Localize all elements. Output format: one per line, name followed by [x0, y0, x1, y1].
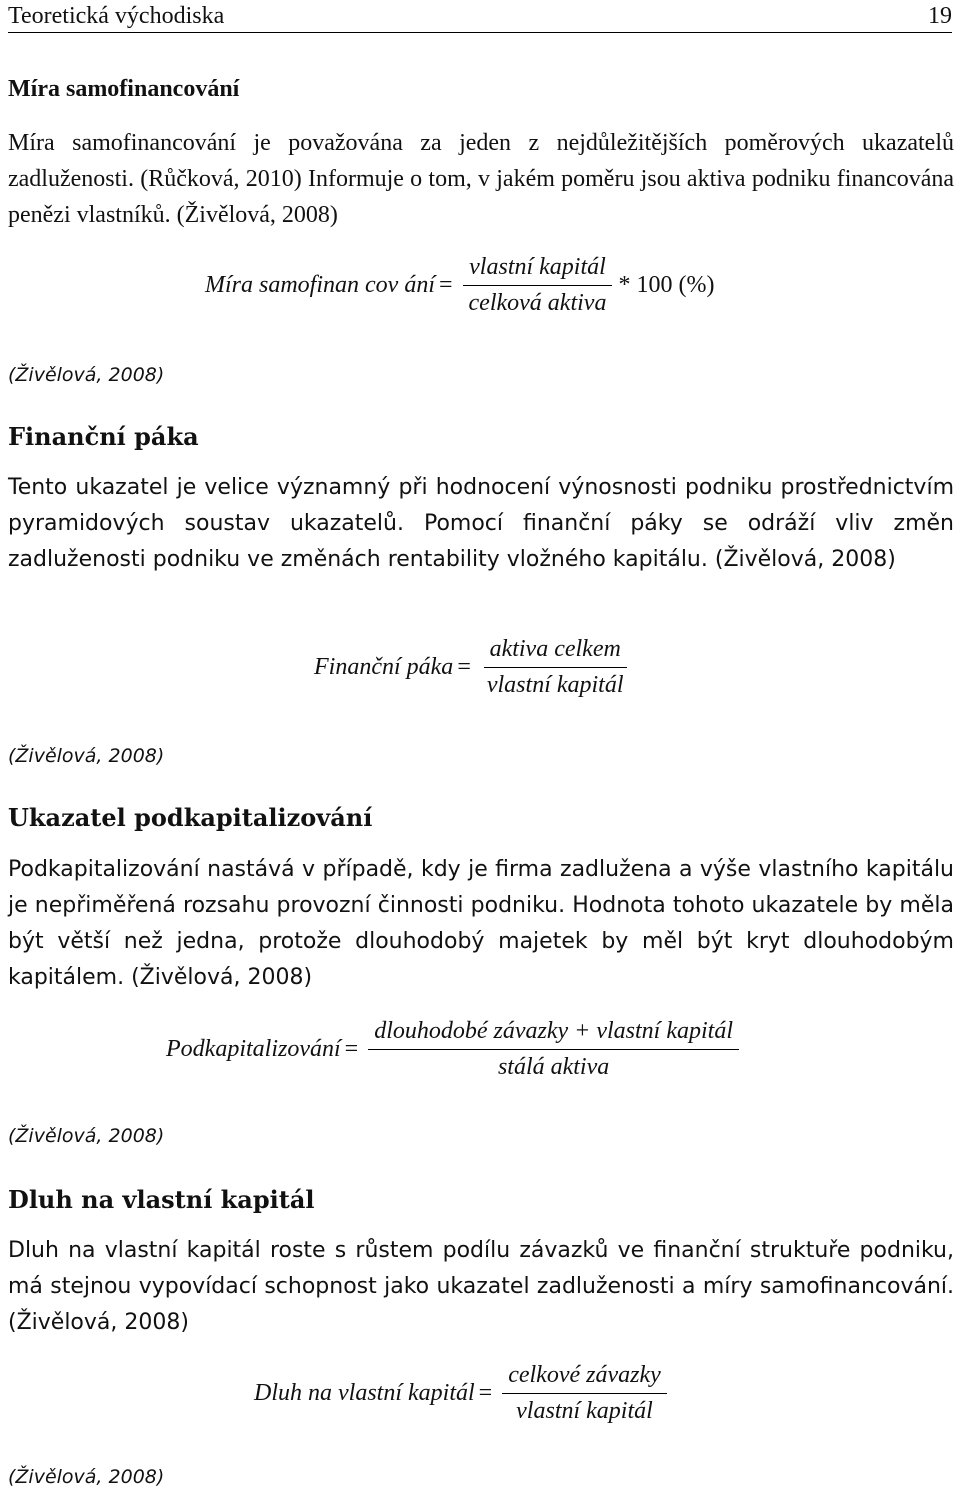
formula-equals: =	[478, 1380, 493, 1406]
formula-fraction	[481, 636, 630, 699]
section-heading-financni-paka: Finanční páka	[8, 422, 199, 451]
citation: (Živělová, 2008)	[8, 364, 165, 386]
formula-fraction	[368, 1018, 739, 1081]
page-number: 19	[928, 3, 952, 29]
header-title: Teoretická východiska	[8, 3, 225, 29]
formula-fraction	[463, 254, 613, 317]
formula-numerator: celkové závazky	[502, 1362, 667, 1394]
formula-numerator: aktiva celkem	[484, 636, 627, 668]
formula-numerator: vlastní kapitál	[463, 254, 612, 286]
formula-numerator: dlouhodobé závazky + vlastní kapitál	[368, 1018, 739, 1050]
formula-denominator: celková aktiva	[468, 290, 607, 316]
citation: (Živělová, 2008)	[8, 1125, 165, 1147]
section-paragraph-mira-samofinancovani: Míra samofinancování je považována za jeden z nejdůležitějších poměrových ukazatelů zadluženosti. (Růčková, 2010) Informuje o tom, v jakém poměru jsou aktiva podniku financována penězi vlastníků. (Živělová, 2008)	[8, 130, 954, 228]
formula-fraction	[502, 1362, 667, 1425]
formula-podkapitalizovani	[166, 1018, 745, 1081]
formula-financni-paka	[314, 636, 636, 699]
formula-denominator: stálá aktiva	[497, 1054, 610, 1080]
citation: (Živělová, 2008)	[8, 745, 165, 767]
section-paragraph-ukazatel-podkapitalizovani: Podkapitalizování nastává v případě, kdy je firma zadlužena a výše vlastního kapitálu je nepřiměřená rozsahu provozní činnosti podniku. Hodnota tohoto ukazatele by měla být větší než jedna, protože dlouhodobý majetek by měl být kryt dlouhodobým kapitálem. (Živělová, 2008)	[8, 857, 954, 990]
formula-denominator: vlastní kapitál	[516, 1398, 653, 1424]
section-heading-ukazatel-podkapitalizovani: Ukazatel podkapitalizování	[8, 803, 373, 832]
formula-mira-samofinancovani	[205, 254, 714, 317]
formula-lhs: Podkapitalizování	[166, 1036, 341, 1062]
citation: (Živělová, 2008)	[8, 1466, 165, 1488]
formula-denominator: vlastní kapitál	[486, 672, 624, 698]
formula-equals: =	[344, 1036, 359, 1062]
formula-lhs: Míra samofinan cov ání	[205, 272, 435, 298]
formula-equals: =	[457, 654, 471, 680]
formula-lhs: Finanční páka	[314, 654, 454, 680]
formula-dluh-na-vlastni-kapital	[254, 1362, 673, 1425]
section-paragraph-financni-paka: Tento ukazatel je velice významný při hodnocení výnosnosti podniku prostřednictvím pyramidových soustav ukazatelů. Pomocí finanční páky se odráží vliv změn zadluženosti podniku ve změnách rentability vložného kapitálu. (Živělová, 2008)	[8, 475, 954, 572]
formula-lhs: Dluh na vlastní kapitál	[254, 1380, 475, 1406]
section-paragraph-dluh-na-vlastni-kapital: Dluh na vlastní kapitál roste s růstem podílu závazků ve finanční struktuře podniku, má stejnou vypovídací schopnost jako ukazatel zadluženosti a míry samofinancování. (Živělová, 2008)	[8, 1238, 954, 1335]
page-header	[8, 0, 952, 33]
formula-equals: =	[438, 272, 453, 298]
section-heading-dluh-na-vlastni-kapital: Dluh na vlastní kapitál	[8, 1185, 315, 1214]
formula-suffix: * 100 (%)	[618, 272, 715, 298]
section-heading-mira-samofinancovani: Míra samofinancování	[8, 76, 240, 102]
